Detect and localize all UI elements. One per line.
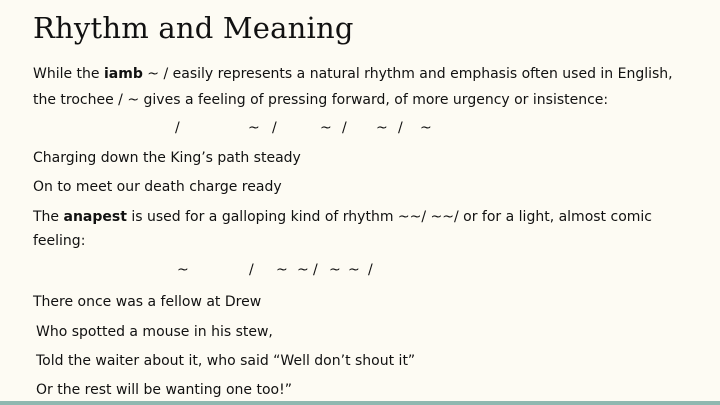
- anapest-description-line-1: [33, 207, 652, 227]
- meter-mark: ~: [177, 262, 189, 278]
- meter-mark: /: [368, 262, 373, 278]
- bottom-accent-bar: [0, 401, 720, 405]
- anapest-text-pre: The: [33, 209, 64, 225]
- iamb-text-pre: While the: [33, 66, 104, 82]
- meter-mark: ~: [329, 262, 341, 278]
- slide-title: Rhythm and Meaning: [33, 11, 354, 45]
- anapest-description-line-2: feeling:: [33, 233, 86, 249]
- meter-mark: /: [175, 120, 180, 136]
- trochee-example-line-2: On to meet our death charge ready: [33, 179, 282, 195]
- limerick-line-1: There once was a fellow at Drew: [33, 294, 262, 310]
- meter-mark: /: [249, 262, 254, 278]
- meter-mark: ~: [248, 120, 260, 136]
- iamb-text-post: ~ / easily represents a natural rhythm and emphasis often used in English,: [142, 66, 673, 82]
- meter-mark: /: [342, 120, 347, 136]
- meter-mark: ~: [348, 262, 360, 278]
- anapest-term: anapest: [63, 209, 127, 225]
- iamb-description-line-1: [33, 64, 673, 84]
- limerick-line-3: Told the waiter about it, who said “Well don’t shout it”: [36, 353, 416, 369]
- limerick-line-4: Or the rest will be wanting one too!”: [36, 382, 292, 398]
- meter-mark: ~: [320, 120, 332, 136]
- meter-mark: ~: [276, 262, 288, 278]
- meter-mark: ~: [376, 120, 388, 136]
- meter-mark: /: [313, 262, 318, 278]
- trochee-description-line: the trochee / ~ gives a feeling of pressing forward, of more urgency or insistence:: [33, 92, 609, 108]
- trochee-example-line-1: Charging down the King’s path steady: [33, 150, 301, 166]
- meter-mark: ~: [420, 120, 432, 136]
- meter-mark: ~: [297, 262, 309, 278]
- meter-mark: /: [398, 120, 403, 136]
- meter-mark: /: [272, 120, 277, 136]
- anapest-text-post: is used for a galloping kind of rhythm ~~/ ~~/ or for a light, almost comic: [126, 209, 652, 225]
- iamb-term: iamb: [103, 66, 143, 82]
- limerick-line-2: Who spotted a mouse in his stew,: [36, 324, 273, 340]
